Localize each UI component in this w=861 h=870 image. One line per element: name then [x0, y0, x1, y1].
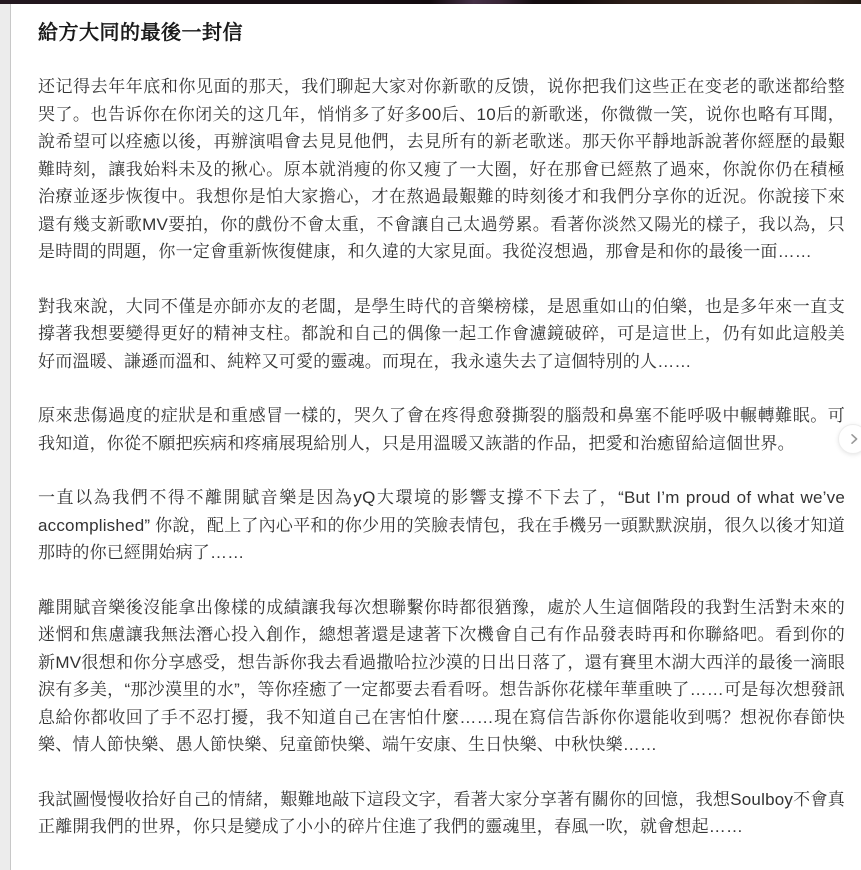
letter-body [38, 73, 845, 841]
letter-paragraph: 一直以為我們不得不離開賦音樂是因為yQ大環境的影響支撐不下去了，“But I’m proud of what we’ve accomplished” 你說，配上了內心平和的你少用的笑臉表情包，我在手機另一頭默默淚崩，很久以後才知道那時的你已經開始病了…… [38, 488, 845, 562]
carousel-next-button[interactable] [838, 424, 861, 454]
page-gutter [0, 4, 10, 870]
page-title: 給方大同的最後一封信 [38, 22, 243, 44]
letter-paragraph: 離開賦音樂後沒能拿出像樣的成績讓我每次想聯繫你時都很猶豫，處於人生這個階段的我對生活對未來的迷惘和焦慮讓我無法潛心投入創作，總想著還是逮著下次機會自己有作品發表時再和你聯絡吧。看到你的新MV很想和你分享感受，想告訴你我去看過撒哈拉沙漠的日出日落了，還有賽里木湖大西洋的最後一滴眼淚有多美，“那沙漠里的水”，等你痊癒了一定都要去看看呀。想告訴你花樣年華重映了……可是每次想發訊息給你都收回了手不忍打擾，我不知道自己在害怕什麼……現在寫信告訴你你還能收到嗎？想祝你春節快樂、情人節快樂、愚人節快樂、兒童節快樂、端午安康、生日快樂、中秋快樂…… [38, 597, 845, 754]
letter-paragraph: 还记得去年年底和你见面的那天，我们聊起大家对你新歌的反馈，说你把我们这些正在变老的歌迷都给整哭了。也告诉你在你闭关的这几年，悄悄多了好多00后、10后的新歌迷，你微微一笑，说你也略有耳聞，說希望可以痊癒以後，再辦演唱會去見見他們，去見所有的新老歌迷。那天你平靜地訴說著你經歷的最艱難時刻，讓我始料未及的揪心。原本就消瘦的你又瘦了一大圈，好在那會已經熬了過來，你說你仍在積極治療並逐步恢復中。我想你是怕大家擔心，才在熬過最艱難的時刻後才和我們分享你的近況。你說接下來還有幾支新歌MV要拍，你的戲份不會太重，不會讓自己太過勞累。看著你淡然又陽光的樣子，我以為，只是時間的問題，你一定會重新恢復健康，和久違的大家見面。我從沒想過，那會是和你的最後一面…… [38, 77, 845, 261]
chevron-right-icon [847, 433, 860, 445]
letter-paragraph: 對我來說，大同不僅是亦師亦友的老闆，是學生時代的音樂榜樣，是恩重如山的伯樂，也是多年來一直支撐著我想要變得更好的精神支柱。都說和自己的偶像一起工作會濾鏡破碎，可是這世上，仍有如此這般美好而溫暖、謙遜而溫和、純粹又可愛的靈魂。而現在，我永遠失去了這個特別的人…… [38, 296, 845, 371]
letter-paragraph: 原來悲傷過度的症狀是和重感冒一樣的，哭久了會在疼得愈發撕裂的腦殼和鼻塞不能呼吸中輾轉難眠。可我知道，你從不願把疾病和疼痛展現給別人，只是用溫暖又詼諧的作品，把愛和治癒留給這個世界。 [38, 406, 845, 453]
letter-card [10, 4, 861, 870]
letter-paragraph: 我試圖慢慢收拾好自己的情緒，艱難地敲下這段文字，看著大家分享著有關你的回憶，我想Soulboy不會真正離開我們的世界，你只是變成了小小的碎片住進了我們的靈魂里，春風一吹，就會想起…… [38, 789, 845, 836]
